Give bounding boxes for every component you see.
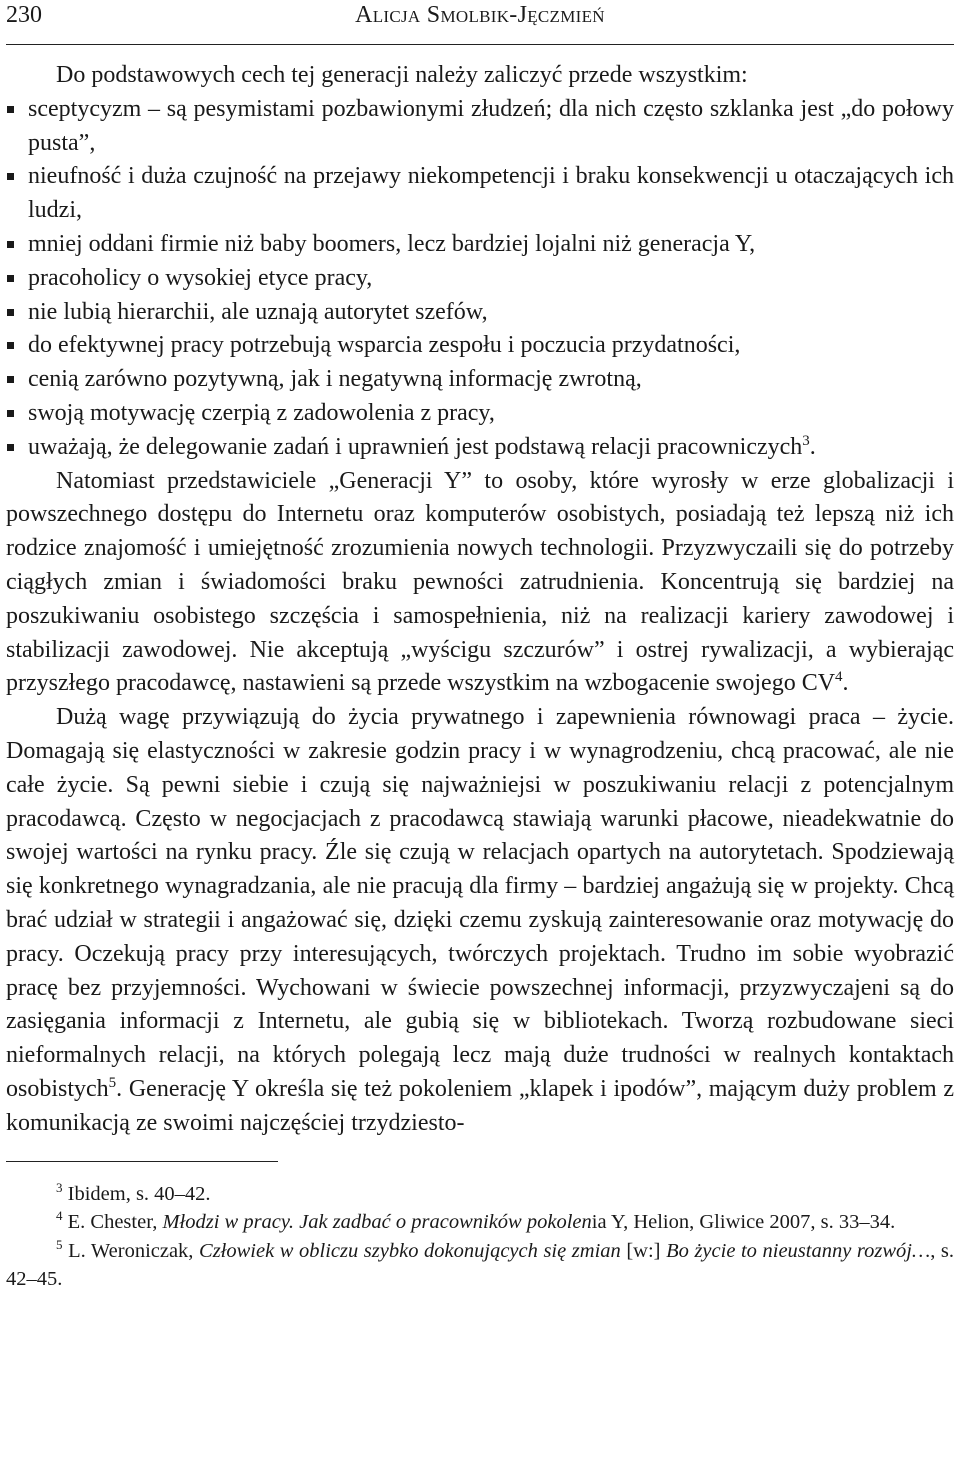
list-item: do efektywnej pracy potrzebują wsparcia zespołu i poczucia przydatności, bbox=[6, 329, 954, 363]
footnote-text: , s. 42–45. bbox=[6, 1239, 955, 1290]
list-item: uważają, że delegowanie zadań i uprawnień jest podstawą relacji pracowniczych$^3$. bbox=[6, 431, 954, 465]
footnote-text: [w:] bbox=[620, 1239, 667, 1262]
footnote bbox=[6, 1237, 954, 1294]
traits-list bbox=[6, 93, 954, 465]
footnote bbox=[6, 1208, 954, 1237]
running-title: Alicja Smolbik-Jęczmień bbox=[355, 2, 605, 28]
body-text bbox=[6, 59, 954, 1141]
footnote-number: 3 bbox=[56, 1179, 63, 1195]
footnote-divider bbox=[6, 1161, 278, 1162]
list-item: nie lubią hierarchii, ale uznają autorytet szefów, bbox=[6, 296, 954, 330]
running-header bbox=[6, 0, 954, 45]
footnote-title: Bo życie to nieustanny rozwój… bbox=[666, 1239, 931, 1262]
footnote bbox=[6, 1180, 954, 1209]
footnote-number: 4 bbox=[56, 1208, 63, 1223]
footnote-number: 5 bbox=[56, 1236, 63, 1252]
footnote-ref: 5 bbox=[108, 1074, 117, 1091]
list-item: sceptycyzm – są pesymistami pozbawionymi złudzeń; dla nich często szklanka jest „do połowy pusta”, bbox=[6, 93, 954, 161]
footnote-ref: 3 bbox=[802, 432, 810, 449]
list-item: mniej oddani firmie niż baby boomers, lecz bardziej lojalni niż generacja Y, bbox=[6, 228, 954, 262]
list-item: cenią zarówno pozytywną, jak i negatywną informację zwrotną, bbox=[6, 363, 954, 397]
footnote-text: ia Y, Helion, Gliwice 2007, s. 33–34. bbox=[591, 1211, 896, 1233]
list-item: nieufność i duża czujność na przejawy niekompetencji i braku konsekwencji u otaczających ich ludzi, bbox=[6, 160, 954, 228]
body-paragraph: Dużą wagę przywiązują do życia prywatnego i zapewnienia równowagi praca – życie. Domagają się elastyczności w zakresie godzin pracy i w wynagrodzeniu, chcą pracować, ale nie całe życie. Są pewni siebie i czują się najważniejsi w poszukiwaniu relacji z potencjalnym pracodawcą. Często w negocjacjach z pracodawcą stawiają warunki płacowe, nieadekwatnie do swojej wartości na rynku pracy. Źle się czują w relacjach opartych na autorytetach. Spodziewają się konkretnego wynagradzania, ale nie pracują dla firmy – bardziej angażują się w projekty. Chcą brać udział w strategii i angażować się, dzięki czemu zyskują zainteresowanie oraz motywację do pracy. Oczekują pracy przy interesujących, twórczych projektach. Trudno im sobie wyobrazić pracę bez przyjemności. Wychowani w świecie powszechnej informacji, przyzwyczajeni są do zasięgania informacji z Internetu, ale gubią się w bibliotekach. Tworzą rozbudowane sieci nieformalnych relacji, na których polegają lecz mają duże trudności w realnych kontaktach osobistych$^5$. Generację Y określa się też pokoleniem „klapek i ipodów”, mającym duży problem z komunikacją ze swoimi najczęściej trzydziesto- bbox=[6, 704, 954, 1136]
footnote-ref: 4 bbox=[835, 669, 843, 686]
footnotes bbox=[6, 1180, 954, 1294]
footnote-text: Ibidem, s. 40–42. bbox=[67, 1182, 211, 1205]
body-paragraph: Natomiast przedstawiciele „Generacji Y” to osoby, które wyrosły w erze globalizacji i powszechnego dostępu do Internetu oraz komputerów osobistych, posiadają też lepszą niż ich rodzice znajomość i umiejętność zrozumienia nowych technologii. Przyzwyczaili się do potrzeby ciągłych zmian i świadomości braku pewności zatrudnienia. Koncentrują się bardziej na poszukiwaniu osobistego szczęścia i samospełnienia, niż na realizacji kariery zawodowej i stabilizacji zawodowej. Nie akceptują „wyścigu szczurów” i ostrej rywalizacji, a wybierając przyszłego pracodawcę, nastawieni są przede wszystkim na wzbogacenie swojego $CV^4$. bbox=[6, 467, 954, 697]
footnote-title: Młodzi w pracy. Jak zadbać o pracowników pokolen bbox=[162, 1211, 592, 1233]
document-page bbox=[6, 0, 954, 1294]
footnote-text: E. Chester, bbox=[67, 1211, 163, 1233]
list-item: swoją motywację czerpią z zadowolenia z pracy, bbox=[6, 397, 954, 431]
page-number: 230 bbox=[6, 2, 42, 28]
list-item: pracoholicy o wysokiej etyce pracy, bbox=[6, 262, 954, 296]
intro-paragraph: Do podstawowych cech tej generacji należy zaliczyć przede wszystkim: bbox=[56, 62, 748, 88]
footnote-title: Człowiek w obliczu szybko dokonujących się zmian bbox=[199, 1239, 621, 1262]
footnote-text: L. Weroniczak, bbox=[68, 1239, 200, 1262]
